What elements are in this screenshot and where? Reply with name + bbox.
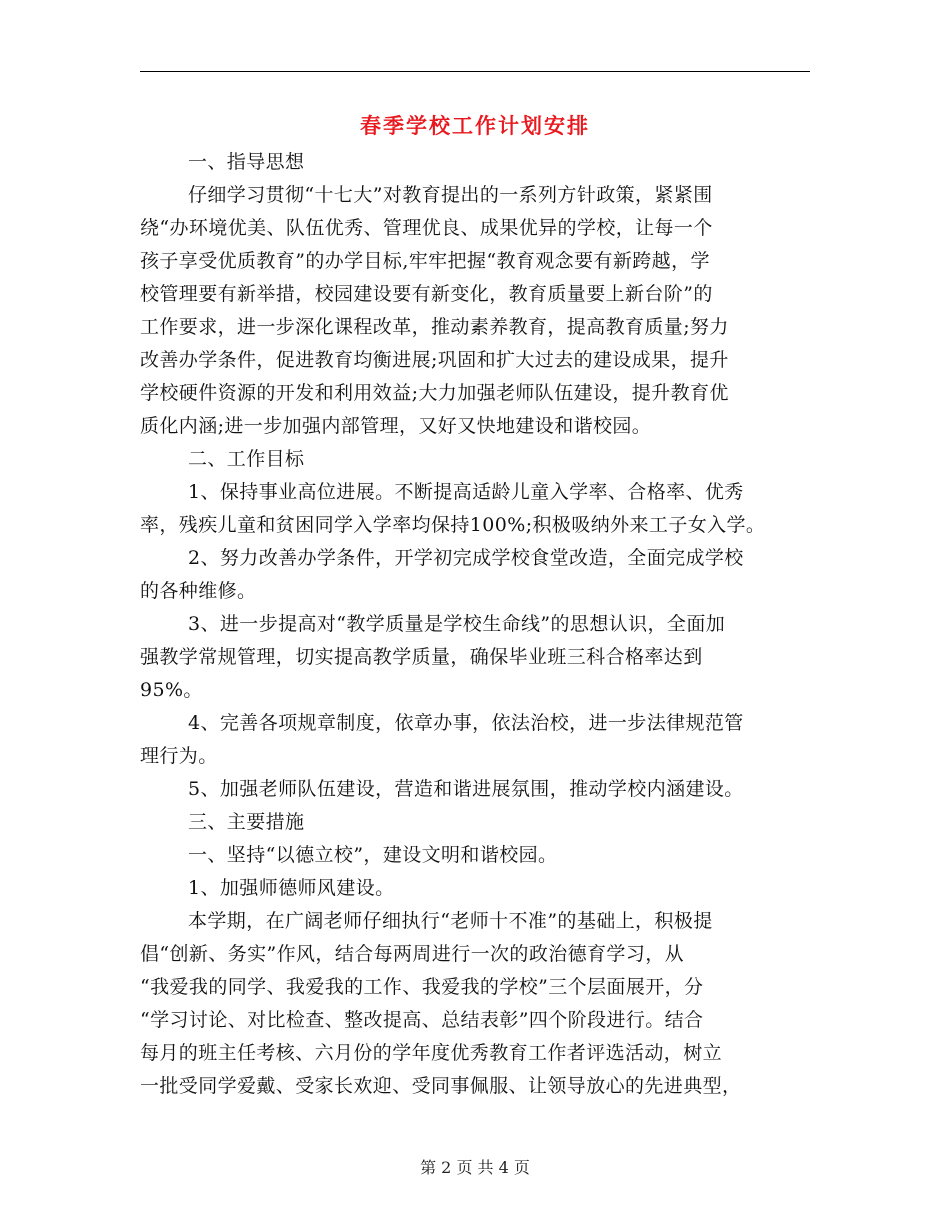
body-line: 4、完善各项规章制度，依章办事，依法治校，进一步法律规范管	[188, 712, 744, 734]
body-line: 绕“办环境优美、队伍优秀、管理优良、成果优异的学校，让每一个	[140, 217, 713, 239]
body-line: 95%。	[140, 679, 203, 701]
body-line: 倡“创新、务实”作风，结合每两周进行一次的政治德育学习，从	[140, 943, 685, 965]
document-title: 春季学校工作计划安排	[360, 114, 590, 138]
header-rule	[140, 71, 810, 72]
body-line: 5、加强老师队伍建设，营造和谐进展氛围，推动学校内涵建设。	[188, 778, 744, 800]
document-body	[140, 146, 820, 1103]
body-line: 质化内涵;进一步加强内部管理，又好又快地建设和谐校园。	[140, 415, 652, 437]
body-line: 一、坚持“以德立校”，建设文明和谐校园。	[188, 844, 558, 866]
body-line: 改善办学条件，促进教育均衡进展;巩固和扩大过去的建设成果，提升	[140, 349, 729, 371]
body-line: 的各种维修。	[140, 580, 257, 602]
body-line: 率，残疾儿童和贫困同学入学率均保持100%;积极吸纳外来工子女入学。	[140, 514, 766, 536]
body-line: 1、保持事业高位进展。不断提高适龄儿童入学率、合格率、优秀	[188, 481, 744, 503]
page-footer: 第 2 页 共 4 页	[420, 1158, 530, 1177]
body-line: 孩子享受优质教育”的办学目标,牢牢把握“教育观念要有新跨越，学	[140, 250, 710, 272]
body-line: 一批受同学爱戴、受家长欢迎、受同事佩服、让领导放心的先进典型，	[140, 1075, 742, 1097]
body-line: 校管理要有新举措，校园建设要有新变化，教育质量要上新台阶”的	[140, 283, 713, 305]
body-line: 强教学常规管理，切实提高教学质量，确保毕业班三科合格率达到	[140, 646, 703, 668]
body-line: 1、加强师德师风建设。	[188, 877, 395, 899]
body-line: 仔细学习贯彻“十七大”对教育提出的一系列方针政策，紧紧围	[188, 184, 713, 206]
body-line: 每月的班主任考核、六月份的学年度优秀教育工作者评选活动，树立	[140, 1042, 723, 1064]
body-line: 三、主要措施	[188, 811, 305, 833]
body-line: 本学期，在广阔老师仔细执行“老师十不准”的基础上，积极提	[188, 910, 713, 932]
body-line: “我爱我的同学、我爱我的工作、我爱我的学校”三个层面展开，分	[140, 976, 704, 998]
body-line: 一、指导思想	[188, 151, 305, 173]
body-line: 二、工作目标	[188, 448, 305, 470]
body-line: 学校硬件资源的开发和利用效益;大力加强老师队伍建设，提升教育优	[140, 382, 729, 404]
body-line: “学习讨论、对比检查、整改提高、总结表彰”四个阶段进行。结合	[140, 1009, 704, 1031]
body-line: 3、进一步提高对“教学质量是学校生命线”的思想认识，全面加	[188, 613, 726, 635]
body-line: 工作要求，进一步深化课程改革，推动素养教育，提高教育质量;努力	[140, 316, 729, 338]
body-line: 理行为。	[140, 745, 218, 767]
body-line: 2、努力改善办学条件，开学初完成学校食堂改造，全面完成学校	[188, 547, 744, 569]
